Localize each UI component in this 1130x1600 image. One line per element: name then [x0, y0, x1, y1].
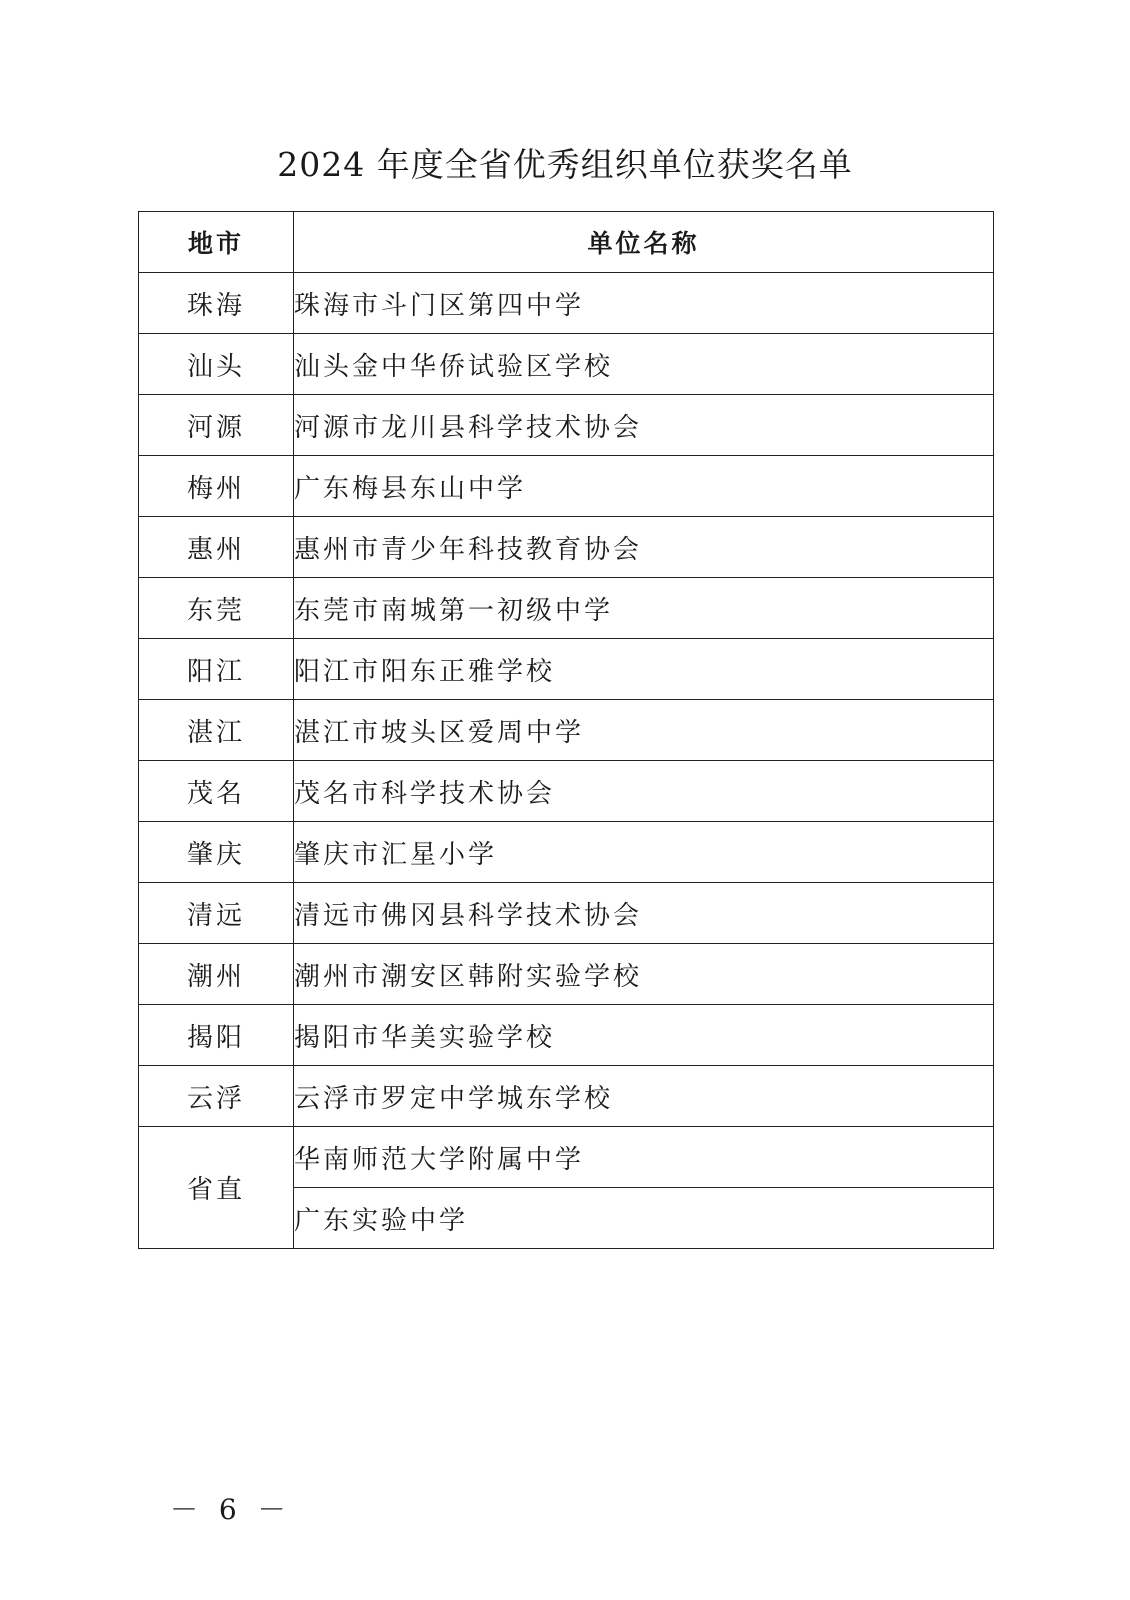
- table-header-row: [139, 212, 994, 273]
- city-cell: 潮州: [139, 944, 294, 1005]
- city-cell: 河源: [139, 395, 294, 456]
- unit-cell: 云浮市罗定中学城东学校: [294, 1066, 994, 1127]
- unit-cell: 揭阳市华美实验学校: [294, 1005, 994, 1066]
- city-cell-provincial: 省直: [139, 1127, 294, 1249]
- city-cell: 梅州: [139, 456, 294, 517]
- table-row: [139, 578, 994, 639]
- page-title: 2024 年度全省优秀组织单位获奖名单: [277, 145, 853, 184]
- city-cell: 云浮: [139, 1066, 294, 1127]
- unit-cell: 清远市佛冈县科学技术协会: [294, 883, 994, 944]
- unit-cell: 汕头金中华侨试验区学校: [294, 334, 994, 395]
- unit-cell: 河源市龙川县科学技术协会: [294, 395, 994, 456]
- table-row: [139, 883, 994, 944]
- unit-cell: 阳江市阳东正雅学校: [294, 639, 994, 700]
- table-row: [139, 1005, 994, 1066]
- city-cell: 东莞: [139, 578, 294, 639]
- page-number: － 6 －: [170, 1493, 292, 1526]
- table-row: [139, 944, 994, 1005]
- table-row: [139, 822, 994, 883]
- table-row: [139, 700, 994, 761]
- unit-cell: 潮州市潮安区韩附实验学校: [294, 944, 994, 1005]
- city-cell: 茂名: [139, 761, 294, 822]
- unit-cell: 华南师范大学附属中学: [294, 1127, 994, 1188]
- table-row: [139, 639, 994, 700]
- table-row: [139, 1127, 994, 1188]
- header-unit: 单位名称: [294, 212, 994, 273]
- table-row: [139, 273, 994, 334]
- unit-cell: 广东梅县东山中学: [294, 456, 994, 517]
- unit-cell: 湛江市坡头区爱周中学: [294, 700, 994, 761]
- header-city: 地市: [139, 212, 294, 273]
- table-row: [139, 1066, 994, 1127]
- unit-cell: 珠海市斗门区第四中学: [294, 273, 994, 334]
- table-row: [139, 395, 994, 456]
- city-cell: 揭阳: [139, 1005, 294, 1066]
- unit-cell: 茂名市科学技术协会: [294, 761, 994, 822]
- unit-cell: 东莞市南城第一初级中学: [294, 578, 994, 639]
- award-table: [138, 211, 994, 1249]
- unit-cell: 广东实验中学: [294, 1188, 994, 1249]
- unit-cell: 肇庆市汇星小学: [294, 822, 994, 883]
- city-cell: 湛江: [139, 700, 294, 761]
- city-cell: 清远: [139, 883, 294, 944]
- city-cell: 惠州: [139, 517, 294, 578]
- table-row: [139, 456, 994, 517]
- table-row: [139, 761, 994, 822]
- city-cell: 阳江: [139, 639, 294, 700]
- unit-cell: 惠州市青少年科技教育协会: [294, 517, 994, 578]
- table-row: [139, 334, 994, 395]
- table-row: [139, 517, 994, 578]
- city-cell: 珠海: [139, 273, 294, 334]
- city-cell: 汕头: [139, 334, 294, 395]
- city-cell: 肇庆: [139, 822, 294, 883]
